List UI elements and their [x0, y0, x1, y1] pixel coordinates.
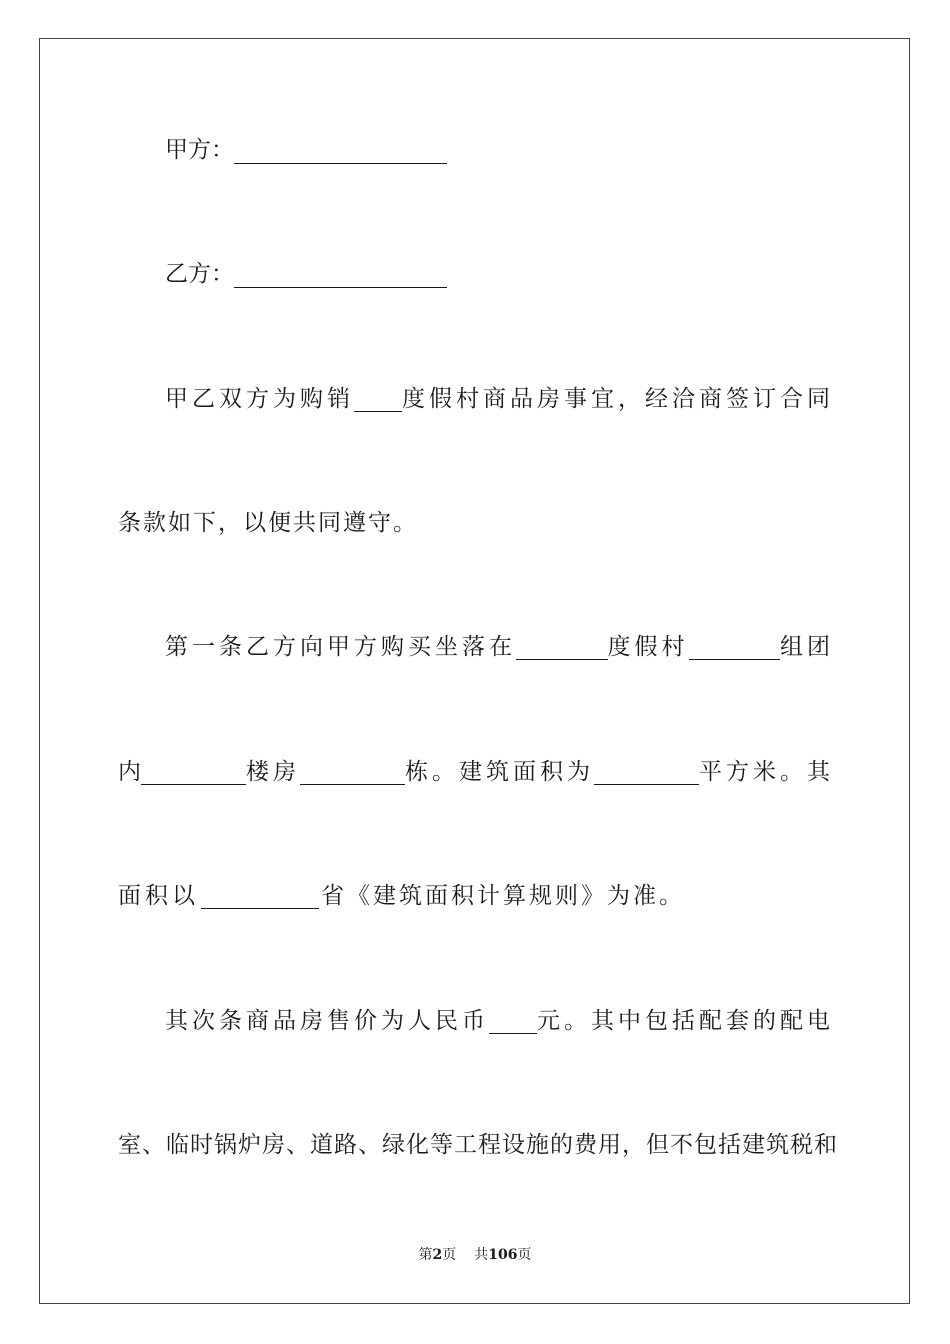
- article-1-text-8: 面积以: [118, 883, 199, 909]
- footer-page-number: 2: [432, 1247, 443, 1263]
- price-blank: [489, 1011, 537, 1034]
- page-border: [39, 38, 910, 1304]
- party-b-line: [118, 254, 834, 294]
- resort-name-blank: [354, 389, 402, 412]
- article-1-line-2: [118, 752, 834, 792]
- article-1-line-1: [118, 627, 834, 667]
- article-1-line-3: [118, 876, 834, 916]
- intro-paragraph-line-2: [118, 503, 834, 543]
- party-a-blank: [234, 141, 447, 164]
- footer-total-suffix: 页: [517, 1247, 532, 1263]
- location-blank: [516, 637, 608, 660]
- intro-text-1: 甲乙双方为购销: [165, 386, 354, 412]
- page-footer: [0, 1245, 950, 1265]
- party-b-label: 乙方：: [165, 261, 234, 287]
- article-2-line-1: [118, 1001, 834, 1041]
- article-2-text-1: 其次条商品房售价为人民币: [165, 1008, 489, 1034]
- intro-paragraph-line-1: [118, 379, 834, 419]
- party-a-line: [118, 130, 834, 170]
- article-2-text-3: 室、临时锅炉房、道路、绿化等工程设施的费用，但不包括建筑税和: [118, 1132, 838, 1158]
- building-count-blank: [300, 762, 405, 785]
- footer-page-prefix: 第: [418, 1247, 433, 1263]
- footer-total-number: 106: [488, 1247, 518, 1263]
- intro-text-3: 条款如下，以便共同遵守。: [118, 510, 418, 536]
- article-1-text-7: 平方米。其: [699, 759, 834, 785]
- intro-text-2: 度假村商品房事宜，经洽商签订合同: [402, 386, 834, 412]
- article-1-text-2: 度假村: [607, 634, 689, 660]
- province-blank: [201, 886, 319, 909]
- party-a-label: 甲方：: [165, 137, 234, 163]
- article-2-text-2: 元。其中包括配套的配电: [537, 1008, 834, 1034]
- area-blank: [594, 762, 699, 785]
- group-blank: [689, 637, 781, 660]
- article-1-text-3: 组团: [780, 634, 834, 660]
- building-blank: [141, 762, 246, 785]
- article-1-text-4: 内: [118, 759, 141, 785]
- article-1-text-9: 省《建筑面积计算规则》为准。: [321, 883, 685, 909]
- article-1-text-1: 第一条乙方向甲方购买坐落在: [165, 634, 516, 660]
- footer-page-suffix: 页: [442, 1247, 457, 1263]
- article-1-text-5: 楼房: [246, 759, 300, 785]
- article-1-text-6: 栋。建筑面积为: [405, 759, 594, 785]
- footer-total-prefix: 共: [474, 1247, 489, 1263]
- article-2-line-2: [118, 1125, 838, 1165]
- party-b-blank: [234, 265, 447, 288]
